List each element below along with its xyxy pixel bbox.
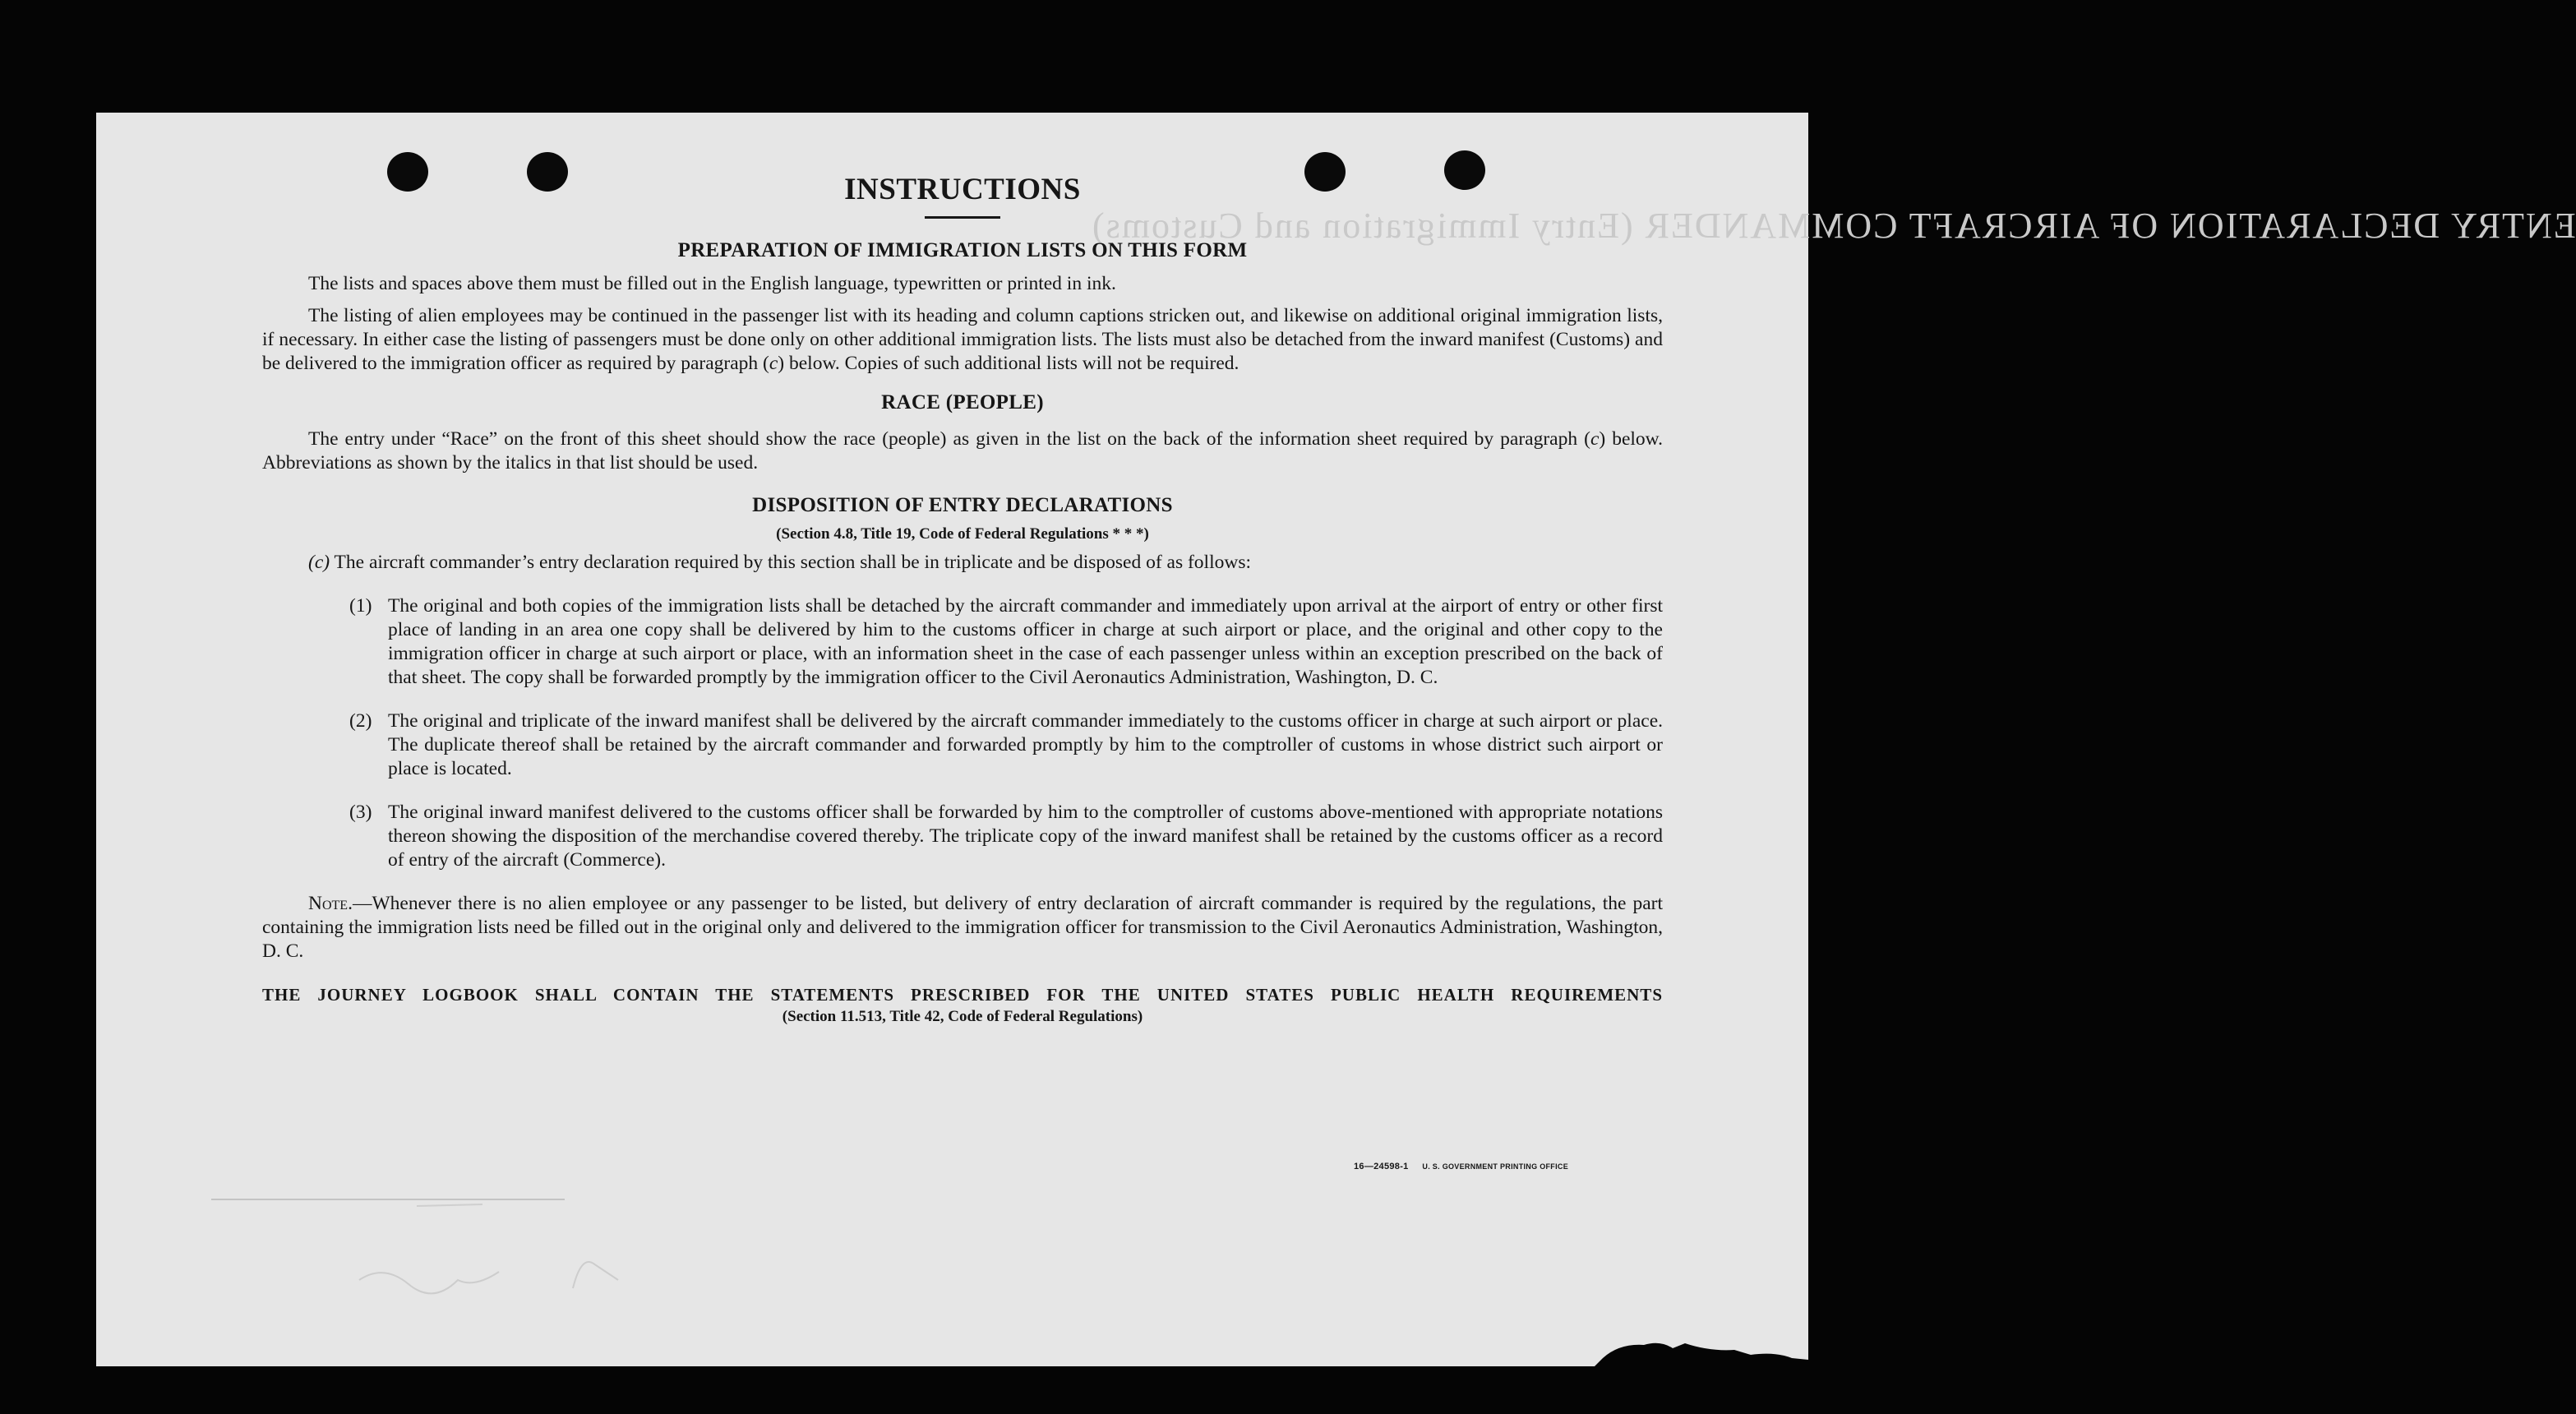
health-statement: THE JOURNEY LOGBOOK SHALL CONTAIN THE STATEMENTS PRESCRIBED FOR THE UNITED STATES PUBLIC HEALTH REQUIREMENTS — [262, 985, 1663, 1005]
item-number: (3) — [349, 802, 372, 823]
health-reference: (Section 11.513, Title 42, Code of Federal Regulations) — [782, 1008, 1143, 1025]
disposition-item-2 — [262, 709, 1663, 781]
note-paragraph — [262, 892, 1663, 963]
pencil-marks — [211, 1181, 951, 1313]
bleed-through-text: ENTRY DECLARATION OF AIRCRAFT COMMANDER (Entry Immigration and Customs) — [1091, 206, 2576, 246]
disposition-intro — [262, 551, 1663, 575]
paragraph-label: (c) — [308, 552, 330, 573]
title-underline — [925, 216, 1000, 219]
disposition-intro-text: The aircraft commander’s entry declaration required by this section shall be in triplicate and be disposed of as follows: — [334, 552, 1252, 573]
disposition-heading: DISPOSITION OF ENTRY DECLARATIONS — [752, 494, 1173, 516]
item-number: (2) — [349, 710, 372, 732]
item-text: The original inward manifest delivered to the customs officer shall be forwarded by him to the comptroller of customs above-mentioned with appropriate notations thereon showing the disposition of the merchandise covered thereby. The triplicate copy of the inward manifest shall be retained by the customs officer as a record of entry of the aircraft (Commerce). — [388, 802, 1663, 871]
disposition-item-3 — [262, 801, 1663, 872]
printer-imprint — [1354, 1162, 1568, 1171]
printer-name: U. S. GOVERNMENT PRINTING OFFICE — [1422, 1162, 1568, 1171]
disposition-subheading: (Section 4.8, Title 19, Code of Federal Regulations * * *) — [776, 525, 1149, 543]
preparation-paragraph-2 — [262, 304, 1663, 376]
item-number: (1) — [349, 595, 372, 617]
preparation-paragraph-2-tail: ) below. Copies of such additional lists will not be required. — [778, 353, 1240, 374]
note-text: —Whenever there is no alien employee or any passenger to be listed, but delivery of entry declaration of aircraft commander is required by the regulations, the part containing the immigration lists need be filled out in the original only and delivered to the immigration officer for transmission to the Civil Aeronautics Administration, Washington, D. C. — [262, 893, 1663, 962]
instructions-body — [262, 172, 1663, 1028]
note-label: Note. — [308, 893, 353, 914]
race-paragraph-text: The entry under “Race” on the front of this sheet should show the race (people) as given in the list on the back of the information sheet required by paragraph ( — [308, 428, 1590, 450]
preparation-paragraph-1: The lists and spaces above them must be filled out in the English language, typewritten or printed in ink. — [308, 273, 1116, 294]
race-paragraph — [262, 427, 1663, 475]
item-text: The original and triplicate of the inward manifest shall be delivered by the aircraft commander immediately to the customs officer in charge at such airport or place. The duplicate thereof shall be retained by the aircraft commander and forwarded promptly by him to the comptroller of customs in whose district such airport or place is located. — [388, 710, 1663, 779]
paragraph-reference: c — [769, 353, 778, 374]
race-heading: RACE (PEOPLE) — [881, 391, 1044, 414]
form-number: 16—24598-1 — [1354, 1162, 1409, 1171]
torn-edge — [1595, 1333, 1808, 1366]
preparation-heading: PREPARATION OF IMMIGRATION LISTS ON THIS FORM — [677, 239, 1248, 261]
disposition-item-1 — [262, 594, 1663, 690]
document-page — [96, 113, 2576, 1366]
preparation-paragraph-2-text: The listing of alien employees may be continued in the passenger list with its heading and column captions stricken out, and likewise on additional original immigration lists, if necessary. In either case the listing of passengers must be done only on other additional immigration lists. The lists must also be detached from the inward manifest (Customs) and be delivered to the immigration officer as required by paragraph ( — [262, 305, 1663, 374]
paragraph-reference: c — [1590, 428, 1600, 450]
page-title: INSTRUCTIONS — [844, 173, 1081, 206]
item-text: The original and both copies of the immigration lists shall be detached by the aircraft commander and immediately upon arrival at the airport of entry or other first place of landing in an area one copy shall be delivered by him to the customs officer in charge at such airport or place, and the original and other copy to the immigration officer in charge at such airport or place, with an information sheet in the case of each passenger unless within an exception prescribed on the back of that sheet. The copy shall be forwarded promptly by the immigration officer to the Civil Aeronautics Administration, Washington, D. C. — [388, 595, 1663, 688]
race-paragraph-tail: ) below. Abbreviations as shown by the italics in that list should be used. — [262, 428, 1663, 474]
